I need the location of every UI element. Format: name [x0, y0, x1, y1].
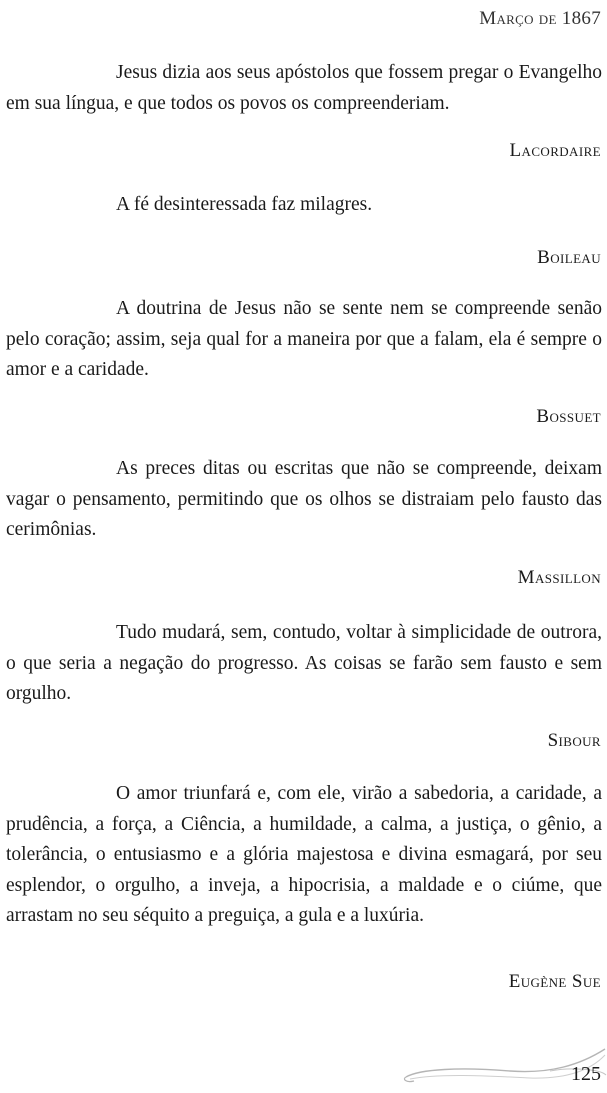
quote-author: Boileau — [537, 247, 601, 268]
quote-text: As preces ditas ou escritas que não se compreende, deixam vagar o pensamento, permitindo que os olhos se distraiam pelo fausto das cerimônias. — [6, 458, 602, 540]
quote-author: Lacordaire — [509, 140, 601, 161]
quote-author: Sibour — [547, 730, 601, 751]
quote-text: Tudo mudará, sem, contudo, voltar à simplicidade de outrora, o que seria a negação do progresso. As coisas se farão sem fausto e sem orgulho. — [6, 622, 602, 704]
running-header: Março de 1867 — [479, 8, 601, 29]
quote-text: A fé desinteressada faz milagres. — [116, 194, 373, 215]
quote-author: Massillon — [517, 567, 601, 588]
quote-text: A doutrina de Jesus não se sente nem se compreende senão pelo coração; assim, seja qual for a maneira por que a falam, ela é sempre o amor e a caridade. — [6, 298, 602, 380]
quote-author: Eugène Sue — [508, 971, 601, 992]
page-number: 125 — [571, 1063, 601, 1085]
quote-text: O amor triunfará e, com ele, virão a sabedoria, a caridade, a prudência, a força, a Ciência, a humildade, a calma, a justiça, o gênio, a tolerância, o entusiasmo e a glória majestosa e divina esmagará, por seu esplendor, o orgulho, a inveja, a hipocrisia, a maldade e o ciúme, que arrastam no seu séquito a preguiça, a gula e a luxúria. — [6, 783, 602, 926]
quote-text: Jesus dizia aos seus apóstolos que fossem pregar o Evangelho em sua língua, e que todos os povos os compreenderiam. — [6, 62, 602, 114]
quote-author: Bossuet — [536, 406, 601, 427]
